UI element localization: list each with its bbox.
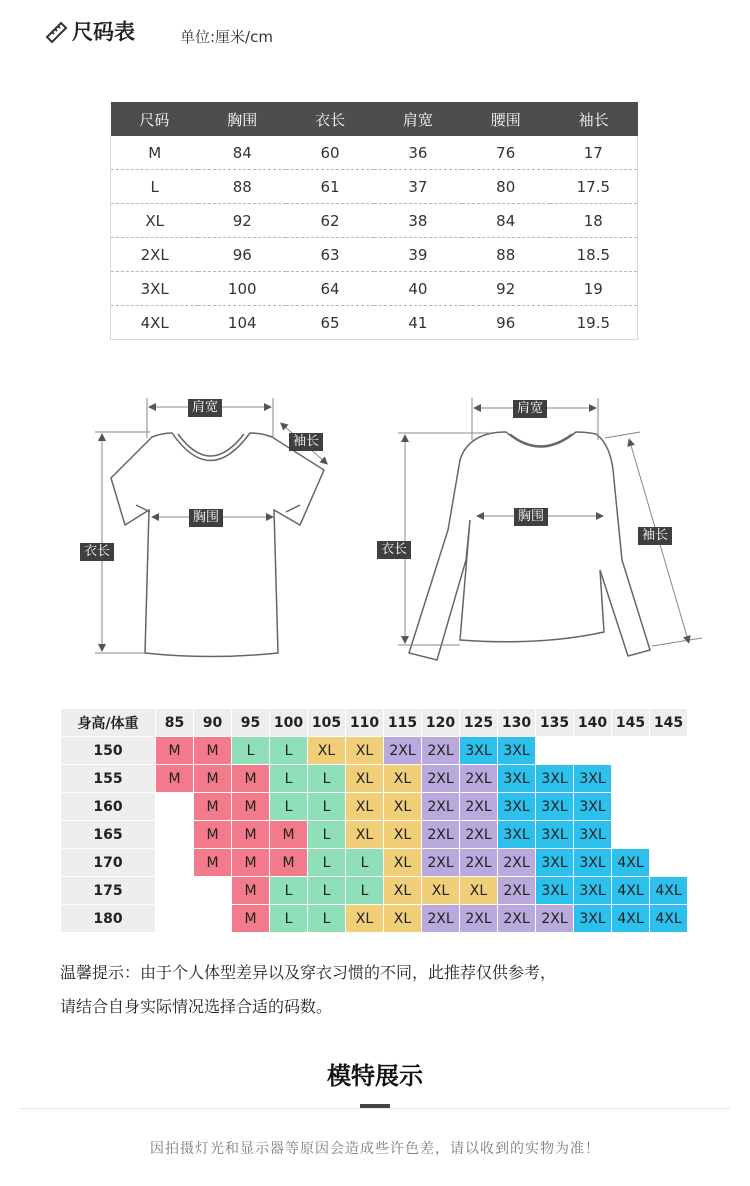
diagram-label-sleeve: 袖长 <box>289 433 323 451</box>
size-cell: 64 <box>286 272 374 306</box>
size-cell: 63 <box>286 238 374 272</box>
empty-cell <box>650 765 688 793</box>
size-recommendation-cell: XL <box>384 877 422 905</box>
size-cell: 36 <box>374 136 462 170</box>
size-recommendation-cell: 3XL <box>460 737 498 765</box>
divider <box>20 1108 730 1109</box>
grid-corner-label: 身高/体重 <box>61 709 156 737</box>
size-recommendation-cell: 2XL <box>460 793 498 821</box>
size-recommendation-cell: 3XL <box>498 737 536 765</box>
ruler-icon <box>44 18 70 44</box>
size-recommendation-cell: 2XL <box>422 905 460 933</box>
size-recommendation-cell: XL <box>384 765 422 793</box>
size-cell: 104 <box>198 306 286 340</box>
size-recommendation-cell: M <box>194 849 232 877</box>
size-cell: 84 <box>462 204 550 238</box>
size-recommendation-cell: 2XL <box>498 877 536 905</box>
size-recommendation-cell: 4XL <box>612 905 650 933</box>
size-cell: 84 <box>198 136 286 170</box>
size-recommendation-cell: XL <box>346 737 384 765</box>
size-recommendation-cell: 2XL <box>498 905 536 933</box>
size-recommendation-cell: XL <box>384 905 422 933</box>
size-cell: 65 <box>286 306 374 340</box>
size-recommendation-cell: 2XL <box>384 737 422 765</box>
size-recommendation-cell: M <box>270 821 308 849</box>
weight-header: 140 <box>574 709 612 737</box>
weight-header: 145 <box>650 709 688 737</box>
size-recommendation-cell: 3XL <box>498 765 536 793</box>
empty-cell <box>574 737 612 765</box>
size-recommendation-cell: M <box>270 849 308 877</box>
empty-cell <box>194 877 232 905</box>
empty-cell <box>612 737 650 765</box>
size-cell: XL <box>111 204 199 238</box>
empty-cell <box>156 877 194 905</box>
size-recommendation-cell: M <box>232 877 270 905</box>
empty-cell <box>156 793 194 821</box>
size-recommendation-cell: 2XL <box>422 765 460 793</box>
weight-header: 120 <box>422 709 460 737</box>
size-row <box>111 238 638 272</box>
header-cell: 肩宽 <box>374 102 462 136</box>
header-cell: 袖长 <box>550 102 638 136</box>
size-cell: 62 <box>286 204 374 238</box>
size-recommendation-cell: L <box>308 849 346 877</box>
weight-header-row <box>61 709 688 737</box>
empty-cell <box>612 793 650 821</box>
size-cell: 60 <box>286 136 374 170</box>
height-label: 160 <box>61 793 156 821</box>
size-recommendation-cell: L <box>346 877 384 905</box>
size-recommendation-cell: L <box>270 793 308 821</box>
weight-header: 115 <box>384 709 422 737</box>
size-recommendation-cell: XL <box>308 737 346 765</box>
height-row <box>61 793 688 821</box>
size-cell: 19 <box>550 272 638 306</box>
weight-header: 90 <box>194 709 232 737</box>
size-recommendation-cell: L <box>308 821 346 849</box>
size-recommendation-cell: M <box>156 737 194 765</box>
size-cell: 40 <box>374 272 462 306</box>
size-recommendation-cell: 3XL <box>536 877 574 905</box>
size-row <box>111 272 638 306</box>
size-cell: 92 <box>462 272 550 306</box>
size-recommendation-cell: 3XL <box>536 821 574 849</box>
size-cell: 18.5 <box>550 238 638 272</box>
size-recommendation-cell: XL <box>384 821 422 849</box>
diagram-label-sleeve: 袖长 <box>638 527 672 545</box>
size-recommendation-cell: L <box>270 737 308 765</box>
size-recommendation-cell: 2XL <box>536 905 574 933</box>
size-cell: 4XL <box>111 306 199 340</box>
size-cell: 96 <box>462 306 550 340</box>
size-table <box>110 102 638 340</box>
color-disclaimer: 因拍摄灯光和显示器等原因会造成些许色差，请以收到的实物为准！ <box>150 1141 600 1157</box>
size-recommendation-cell: XL <box>346 793 384 821</box>
weight-header: 125 <box>460 709 498 737</box>
size-recommendation-cell: L <box>308 765 346 793</box>
empty-cell <box>650 821 688 849</box>
size-cell: 3XL <box>111 272 199 306</box>
empty-cell <box>612 765 650 793</box>
size-recommendation-cell: 2XL <box>460 765 498 793</box>
size-cell: 2XL <box>111 238 199 272</box>
size-cell: 76 <box>462 136 550 170</box>
size-recommendation-cell: XL <box>384 793 422 821</box>
size-recommendation-cell: 3XL <box>536 793 574 821</box>
size-recommendation-cell: M <box>232 905 270 933</box>
size-recommendation-cell: 3XL <box>536 849 574 877</box>
size-recommendation-cell: 2XL <box>422 793 460 821</box>
size-cell: 100 <box>198 272 286 306</box>
height-label: 180 <box>61 905 156 933</box>
header-cell: 衣长 <box>286 102 374 136</box>
size-recommendation-cell: L <box>346 849 384 877</box>
size-recommendation-cell: 3XL <box>498 821 536 849</box>
height-label: 175 <box>61 877 156 905</box>
height-row <box>61 737 688 765</box>
size-recommendation-cell: XL <box>460 877 498 905</box>
size-cell: 80 <box>462 170 550 204</box>
diagram-label-length: 衣长 <box>80 543 114 561</box>
height-label: 150 <box>61 737 156 765</box>
size-recommendation-cell: L <box>308 877 346 905</box>
short-sleeve-outline <box>111 433 324 657</box>
weight-header: 110 <box>346 709 384 737</box>
size-recommendation-cell: XL <box>422 877 460 905</box>
size-recommendation-cell: L <box>308 793 346 821</box>
height-row <box>61 821 688 849</box>
size-recommendation-cell: XL <box>384 849 422 877</box>
weight-header: 100 <box>270 709 308 737</box>
empty-cell <box>194 905 232 933</box>
size-recommendation-cell: M <box>232 849 270 877</box>
size-row <box>111 204 638 238</box>
diagram-label-chest: 胸围 <box>514 508 548 526</box>
size-cell: 19.5 <box>550 306 638 340</box>
size-cell: 41 <box>374 306 462 340</box>
size-table-header <box>111 102 638 136</box>
size-cell: 17 <box>550 136 638 170</box>
size-recommendation-cell: M <box>232 765 270 793</box>
diagram-label-shoulder: 肩宽 <box>188 399 222 417</box>
size-recommendation-cell: 2XL <box>422 821 460 849</box>
size-recommendation-cell: 2XL <box>460 905 498 933</box>
page-title: 尺码表 <box>72 20 135 44</box>
section-title: 模特展示 <box>327 1062 423 1090</box>
weight-header: 105 <box>308 709 346 737</box>
size-recommendation-cell: 3XL <box>574 905 612 933</box>
header-cell: 胸围 <box>198 102 286 136</box>
size-cell: 88 <box>462 238 550 272</box>
diagram-label-length: 衣长 <box>377 541 411 559</box>
size-cell: L <box>111 170 199 204</box>
section-accent-bar <box>360 1104 390 1108</box>
size-cell: 88 <box>198 170 286 204</box>
diagram-label-shoulder: 肩宽 <box>513 400 547 418</box>
size-cell: M <box>111 136 199 170</box>
size-recommendation-cell: M <box>194 737 232 765</box>
empty-cell <box>612 821 650 849</box>
empty-cell <box>650 737 688 765</box>
size-recommendation-cell: 2XL <box>422 849 460 877</box>
height-row <box>61 765 688 793</box>
size-cell: 92 <box>198 204 286 238</box>
weight-header: 95 <box>232 709 270 737</box>
size-recommendation-cell: 3XL <box>498 793 536 821</box>
weight-header: 135 <box>536 709 574 737</box>
size-recommendation-cell: L <box>308 905 346 933</box>
header-cell: 腰围 <box>462 102 550 136</box>
empty-cell <box>156 905 194 933</box>
height-row <box>61 905 688 933</box>
weight-header: 130 <box>498 709 536 737</box>
height-label: 155 <box>61 765 156 793</box>
size-cell: 96 <box>198 238 286 272</box>
size-recommendation-cell: M <box>232 793 270 821</box>
tip-text: 温馨提示：由于个人体型差异以及穿衣习惯的不同，此推荐仅供参考， <box>60 963 557 982</box>
size-recommendation-cell: 4XL <box>650 905 688 933</box>
size-cell: 37 <box>374 170 462 204</box>
size-recommendation-cell: XL <box>346 765 384 793</box>
empty-cell <box>156 821 194 849</box>
empty-cell <box>156 849 194 877</box>
size-recommendation-cell: 4XL <box>612 849 650 877</box>
size-recommendation-cell: 2XL <box>460 849 498 877</box>
size-recommendation-cell: M <box>232 821 270 849</box>
header-cell: 尺码 <box>111 102 199 136</box>
size-recommendation-cell: 4XL <box>650 877 688 905</box>
size-cell: 17.5 <box>550 170 638 204</box>
size-recommendation-cell: 3XL <box>574 877 612 905</box>
size-cell: 61 <box>286 170 374 204</box>
height-row <box>61 877 688 905</box>
size-recommendation-cell: 2XL <box>498 849 536 877</box>
weight-header: 145 <box>612 709 650 737</box>
size-recommendation-cell: XL <box>346 821 384 849</box>
size-recommendation-cell: 2XL <box>460 821 498 849</box>
size-cell: 18 <box>550 204 638 238</box>
size-recommendation-cell: 3XL <box>574 765 612 793</box>
size-row <box>111 136 638 170</box>
size-cell: 38 <box>374 204 462 238</box>
size-recommendation-cell: 2XL <box>422 737 460 765</box>
size-recommendation-cell: 3XL <box>574 793 612 821</box>
height-label: 165 <box>61 821 156 849</box>
size-recommendation-cell: L <box>270 905 308 933</box>
size-recommendation-cell: XL <box>346 905 384 933</box>
size-row <box>111 306 638 340</box>
size-recommendation-cell: L <box>232 737 270 765</box>
size-recommendation-grid <box>60 708 688 933</box>
weight-header: 85 <box>156 709 194 737</box>
size-recommendation-cell: 3XL <box>574 821 612 849</box>
size-recommendation-cell: M <box>156 765 194 793</box>
size-row <box>111 170 638 204</box>
size-recommendation-cell: 4XL <box>612 877 650 905</box>
unit-label: 单位:厘米/cm <box>180 28 273 46</box>
size-recommendation-cell: M <box>194 793 232 821</box>
diagram-label-chest: 胸围 <box>189 509 223 527</box>
tip-text: 请结合自身实际情况选择合适的码数。 <box>60 997 333 1016</box>
empty-cell <box>536 737 574 765</box>
size-recommendation-cell: 3XL <box>574 849 612 877</box>
empty-cell <box>650 793 688 821</box>
size-recommendation-cell: M <box>194 765 232 793</box>
long-sleeve-outline <box>409 432 650 660</box>
size-cell: 39 <box>374 238 462 272</box>
height-row <box>61 849 688 877</box>
size-recommendation-cell: L <box>270 877 308 905</box>
size-recommendation-cell: 3XL <box>536 765 574 793</box>
height-label: 170 <box>61 849 156 877</box>
empty-cell <box>650 849 688 877</box>
size-recommendation-cell: L <box>270 765 308 793</box>
size-recommendation-cell: M <box>194 821 232 849</box>
